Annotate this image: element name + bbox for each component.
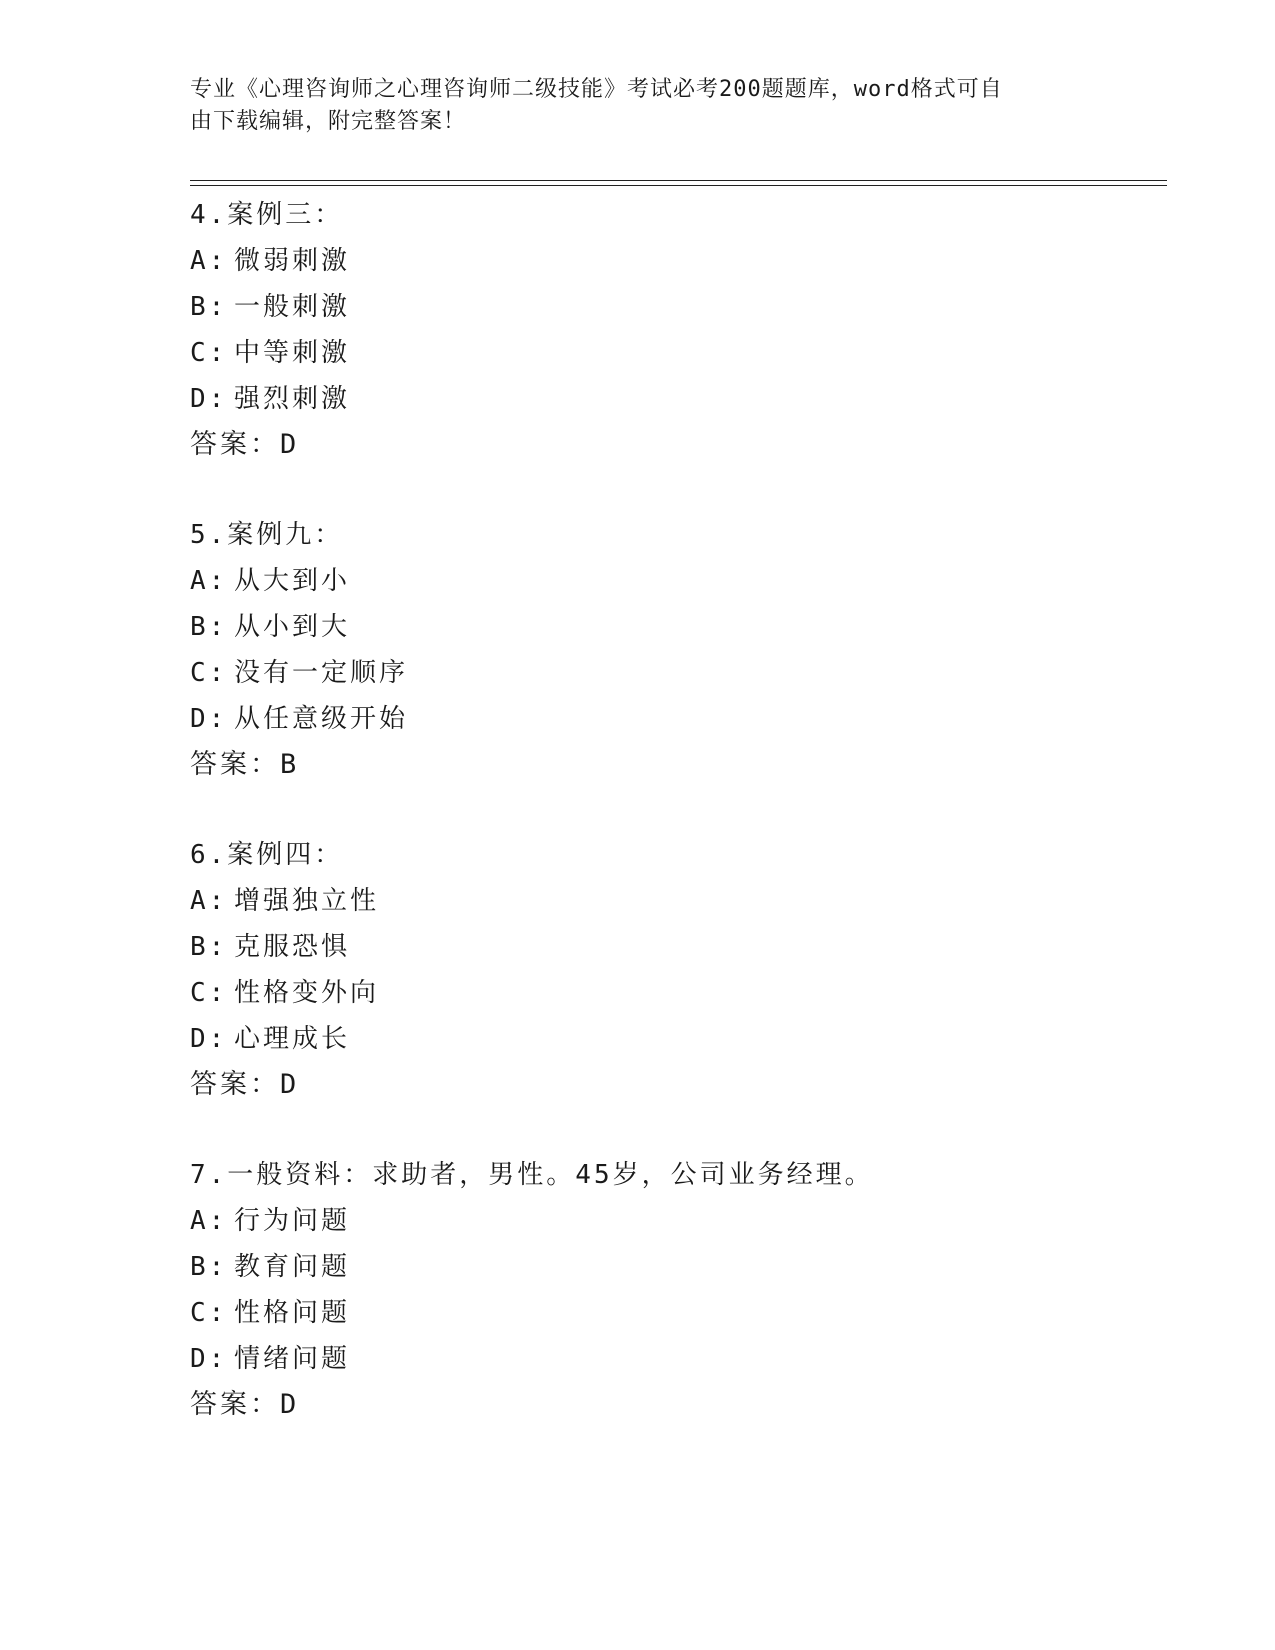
option-text: 心理成长 bbox=[234, 1024, 351, 1054]
option-c bbox=[190, 970, 1170, 1016]
option-key: B: bbox=[190, 1252, 228, 1282]
option-a bbox=[190, 238, 1170, 284]
question-stem: 5.案例九： bbox=[190, 520, 344, 550]
option-a bbox=[190, 558, 1170, 604]
answer-line: 答案：D bbox=[190, 1069, 300, 1100]
question-stem: 7.一般资料：求助者，男性。45岁，公司业务经理。 bbox=[190, 1160, 874, 1190]
option-text: 一般刺激 bbox=[234, 292, 351, 322]
header-line-2: 由下载编辑，附完整答案！ bbox=[190, 109, 467, 134]
option-a bbox=[190, 878, 1170, 924]
option-d bbox=[190, 1016, 1170, 1062]
document-header bbox=[190, 74, 1090, 138]
option-key: C: bbox=[190, 338, 228, 368]
option-key: B: bbox=[190, 292, 228, 322]
option-text: 从任意级开始 bbox=[234, 704, 409, 734]
option-b bbox=[190, 284, 1170, 330]
option-key: D: bbox=[190, 704, 228, 734]
answer-line: 答案：B bbox=[190, 749, 300, 780]
question-stem: 4.案例三： bbox=[190, 200, 344, 230]
option-text: 从小到大 bbox=[234, 612, 351, 642]
option-text: 行为问题 bbox=[234, 1206, 351, 1236]
option-key: D: bbox=[190, 1024, 228, 1054]
question-stem: 6.案例四： bbox=[190, 840, 344, 870]
question-6 bbox=[190, 832, 1170, 1108]
option-key: B: bbox=[190, 612, 228, 642]
option-b bbox=[190, 924, 1170, 970]
option-text: 情绪问题 bbox=[234, 1344, 351, 1374]
option-text: 性格问题 bbox=[234, 1298, 351, 1328]
option-key: A: bbox=[190, 566, 228, 596]
answer-line: 答案：D bbox=[190, 1389, 300, 1420]
option-text: 教育问题 bbox=[234, 1252, 351, 1282]
option-d bbox=[190, 376, 1170, 422]
option-d bbox=[190, 1336, 1170, 1382]
option-text: 中等刺激 bbox=[234, 338, 351, 368]
question-5 bbox=[190, 512, 1170, 788]
option-text: 没有一定顺序 bbox=[234, 658, 409, 688]
option-text: 性格变外向 bbox=[234, 978, 380, 1008]
option-a bbox=[190, 1198, 1170, 1244]
option-c bbox=[190, 330, 1170, 376]
question-4 bbox=[190, 192, 1170, 468]
option-key: B: bbox=[190, 932, 228, 962]
question-list bbox=[190, 192, 1170, 1472]
option-d bbox=[190, 696, 1170, 742]
option-text: 从大到小 bbox=[234, 566, 351, 596]
header-divider bbox=[190, 180, 1167, 186]
option-key: D: bbox=[190, 1344, 228, 1374]
option-key: C: bbox=[190, 1298, 228, 1328]
answer-line: 答案：D bbox=[190, 429, 300, 460]
option-key: C: bbox=[190, 658, 228, 688]
option-b bbox=[190, 1244, 1170, 1290]
header-line-1: 专业《心理咨询师之心理咨询师二级技能》考试必考200题题库，word格式可自 bbox=[190, 77, 1003, 102]
option-key: D: bbox=[190, 384, 228, 414]
option-text: 克服恐惧 bbox=[234, 932, 351, 962]
option-b bbox=[190, 604, 1170, 650]
option-key: A: bbox=[190, 1206, 228, 1236]
option-key: C: bbox=[190, 978, 228, 1008]
option-text: 微弱刺激 bbox=[234, 246, 351, 276]
option-key: A: bbox=[190, 246, 228, 276]
question-7 bbox=[190, 1152, 1170, 1428]
option-key: A: bbox=[190, 886, 228, 916]
option-c bbox=[190, 650, 1170, 696]
option-text: 强烈刺激 bbox=[234, 384, 351, 414]
option-text: 增强独立性 bbox=[234, 886, 380, 916]
option-c bbox=[190, 1290, 1170, 1336]
